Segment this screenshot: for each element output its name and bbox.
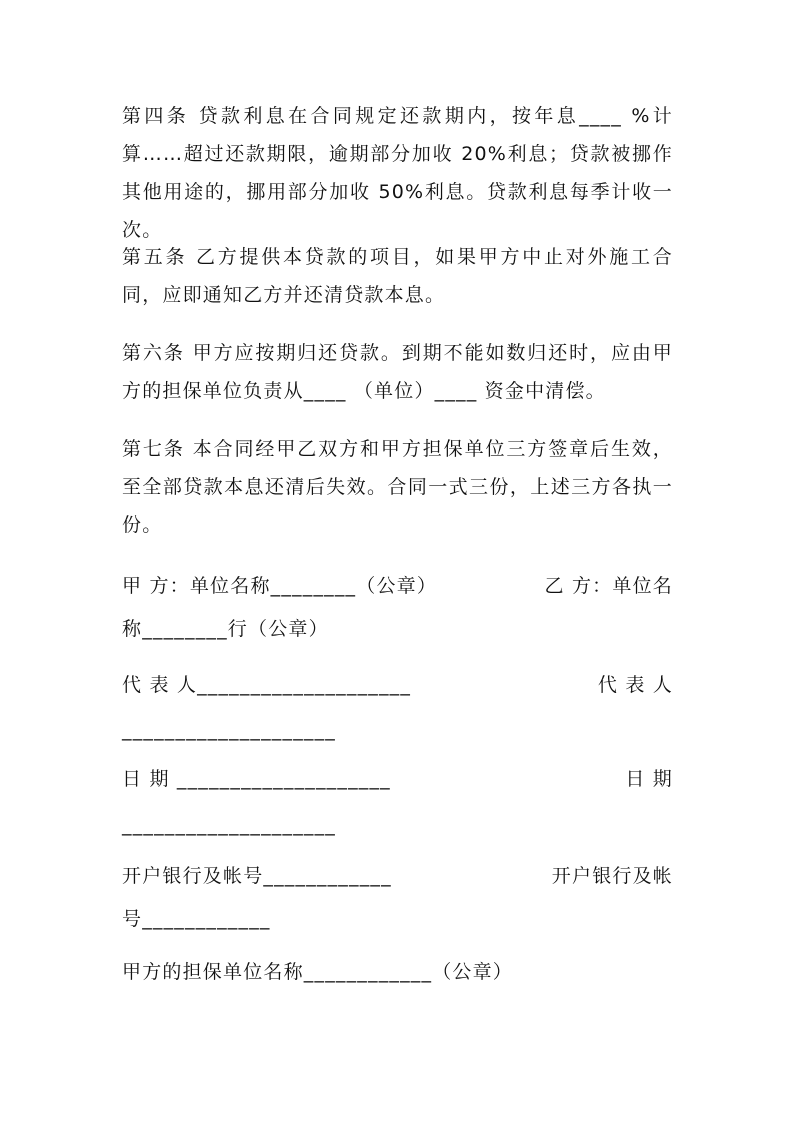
representative-b-label: 代 表 人 [597, 674, 673, 696]
guarantor-name: 甲方的担保单位名称____________（公章） [122, 961, 514, 983]
representative-a: 代 表 人____________________ [122, 674, 412, 696]
article-4: 第四条 贷款利息在合同规定还款期内，按年息____ %计算……超过还款期限，逾期部分加收 20%利息；贷款被挪作其他用途的，挪用部分加收 50%利息。贷款利息每季计收一次。 [122, 105, 673, 241]
article-5: 第五条 乙方提供本贷款的项目，如果甲方中止对外施工合同，应即通知乙方并还清贷款本息。 [122, 246, 673, 306]
article-6: 第六条 甲方应按期归还贷款。到期不能如数归还时，应由甲方的担保单位负责从____ （单位）____ 资金中清偿。 [122, 342, 673, 402]
date-a: 日 期 ____________________ [122, 768, 391, 790]
bank-account-b-label: 开户银行及帐 [551, 865, 673, 887]
party-b-name-line: 乙 方：单位名 [544, 575, 673, 597]
article-7: 第七条 本合同经甲乙双方和甲方担保单位三方签章后生效，至全部贷款本息还清后失效。合同一式三份，上述三方各执一份。 [122, 438, 673, 536]
bank-account-b-continued: 号____________ [122, 908, 271, 930]
representative-b-line: ____________________ [122, 719, 336, 741]
date-b-line: ____________________ [122, 814, 336, 836]
date-b-label: 日 期 [625, 768, 673, 790]
party-a-name-line: 甲 方：单位名称________（公章） [122, 575, 438, 597]
bank-account-a: 开户银行及帐号____________ [122, 865, 392, 887]
party-b-name-continued: 称________行（公章） [122, 618, 329, 640]
